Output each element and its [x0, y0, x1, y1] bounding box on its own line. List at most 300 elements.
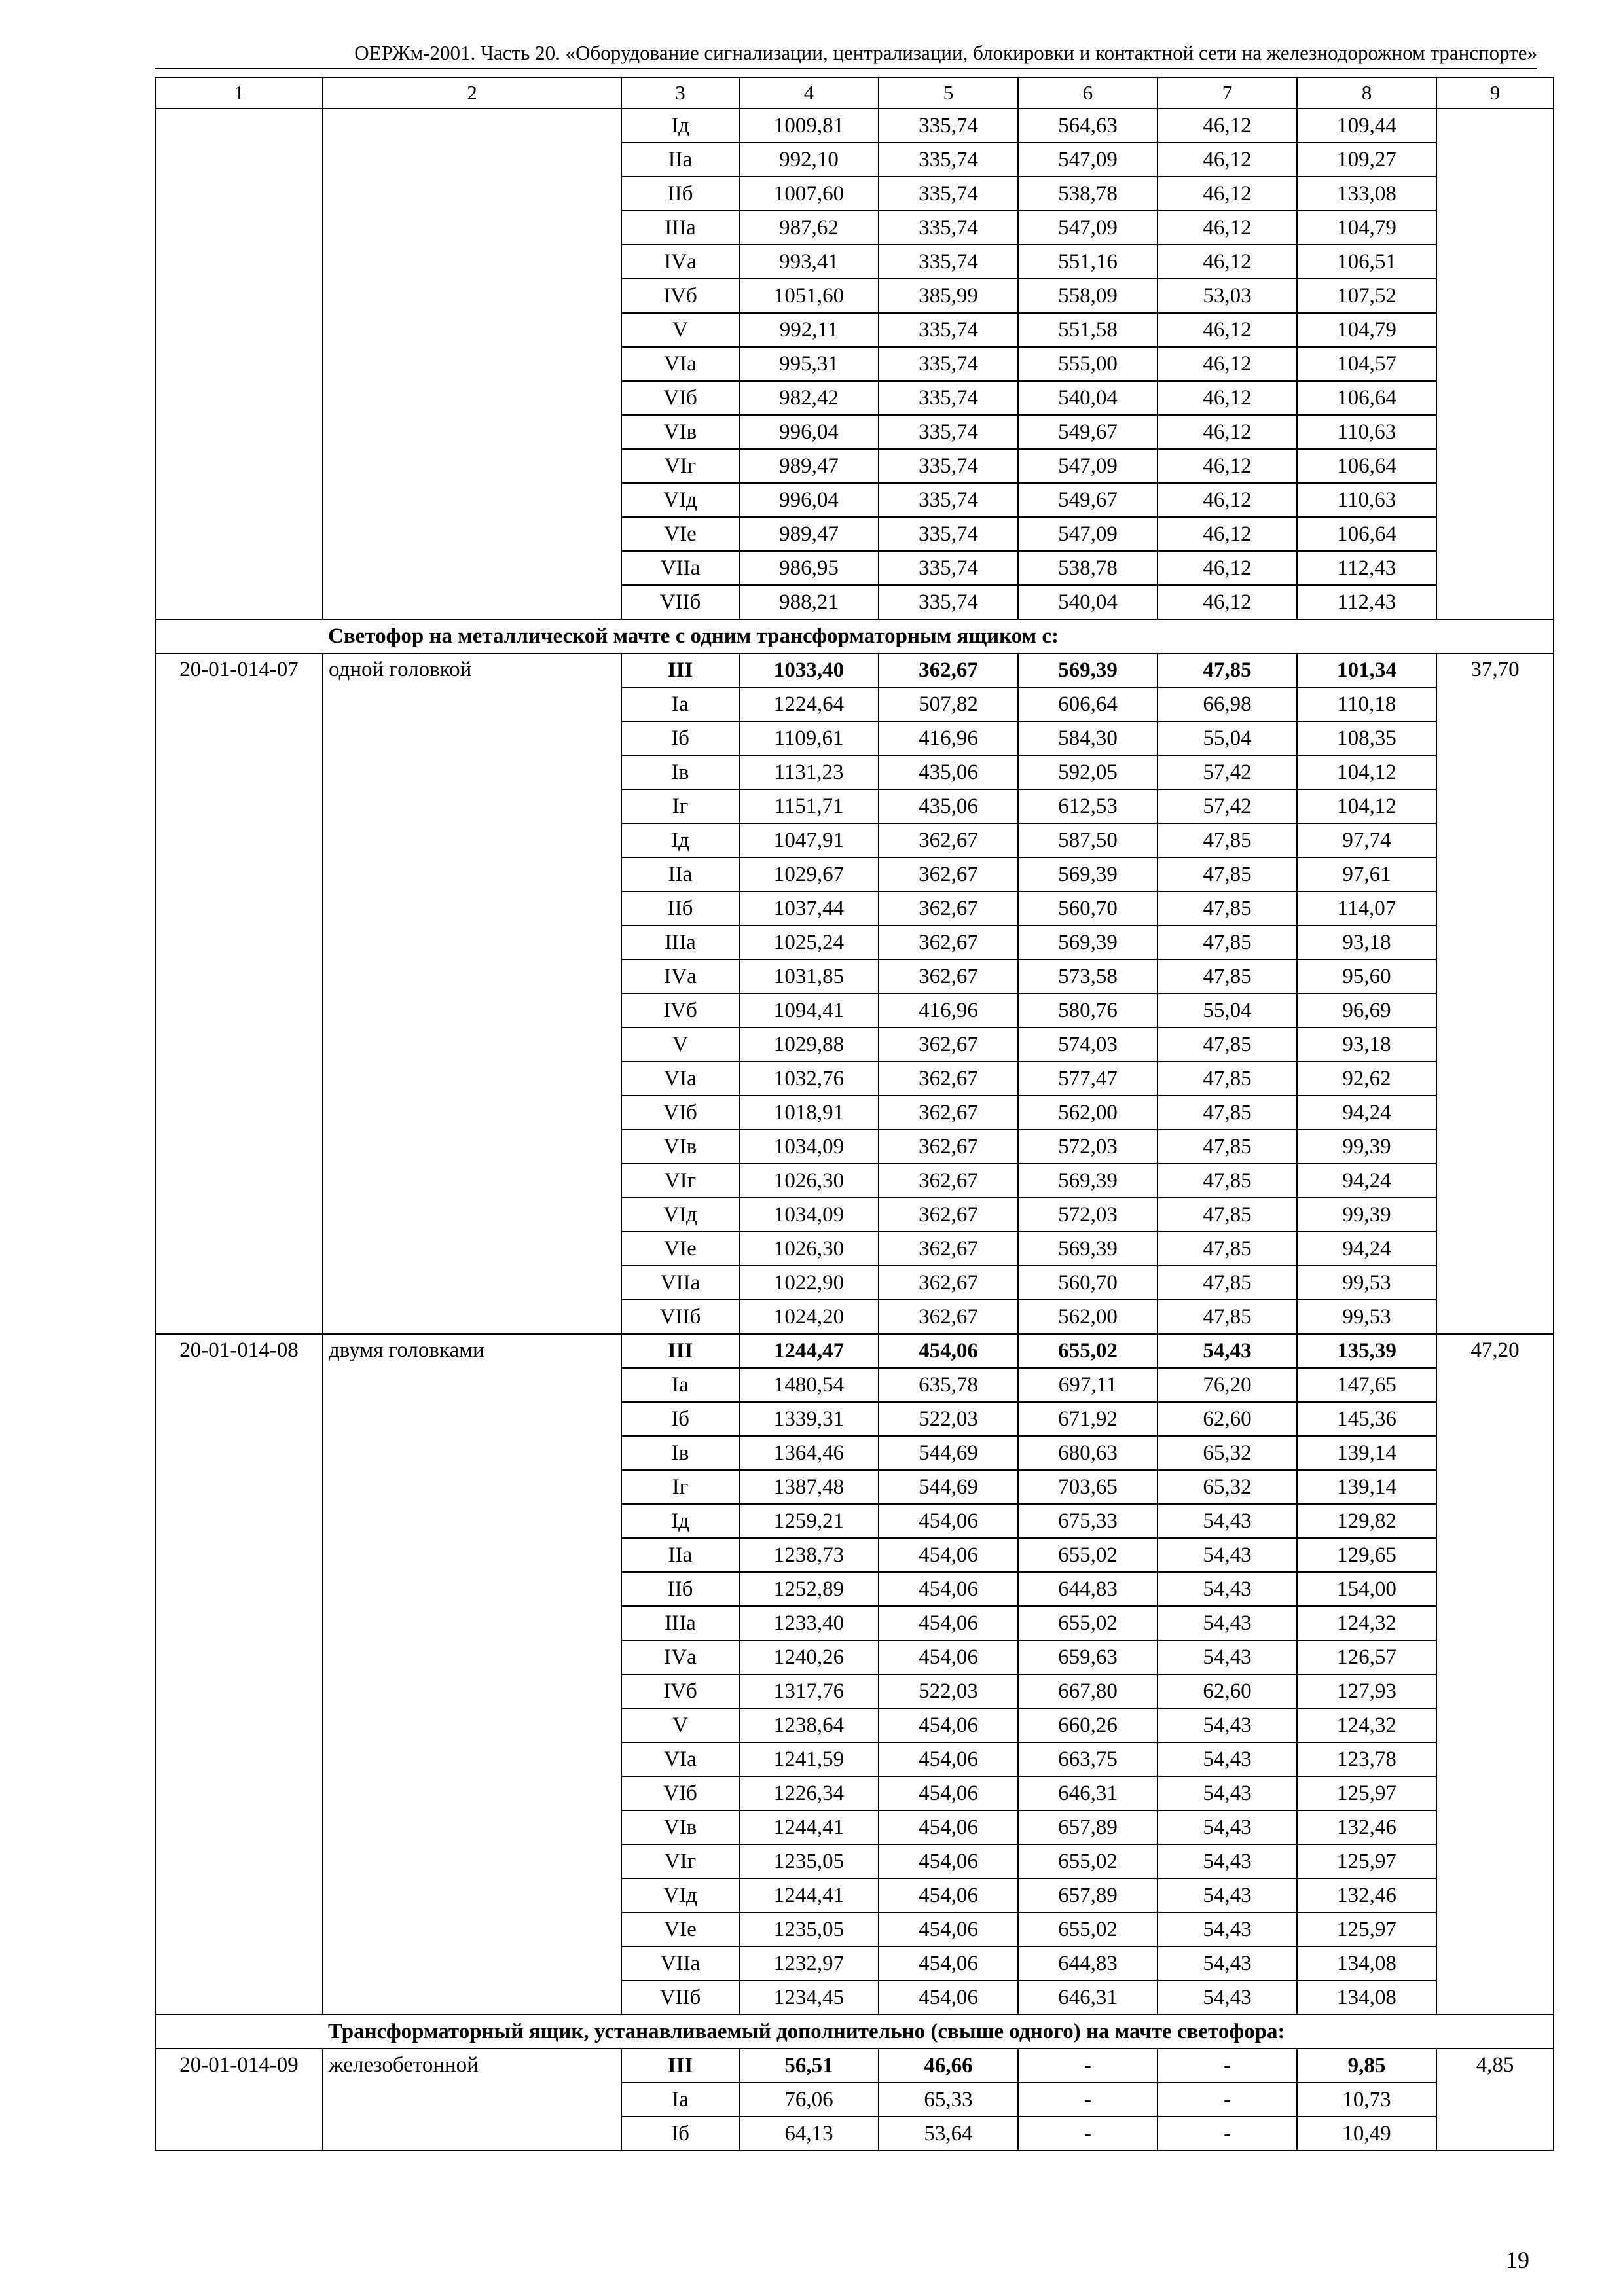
value-col7: 47,85 [1158, 1130, 1297, 1164]
value-col5: 454,06 [879, 1504, 1018, 1538]
value-col7: 54,43 [1158, 1640, 1297, 1674]
value-col6: 547,09 [1018, 449, 1158, 483]
value-col8: 112,43 [1297, 585, 1436, 619]
value-col5: 362,67 [879, 891, 1018, 925]
value-col5: 454,06 [879, 1606, 1018, 1640]
subgroup-cell: VIб [621, 1096, 739, 1130]
value-col7: 57,42 [1158, 789, 1297, 823]
value-col6: 569,39 [1018, 1232, 1158, 1266]
value-col8: 99,53 [1297, 1266, 1436, 1300]
value-col6: 655,02 [1018, 1912, 1158, 1946]
value-col5: 362,67 [879, 1198, 1018, 1232]
value-col8: 99,39 [1297, 1130, 1436, 1164]
value-col5: 335,74 [879, 177, 1018, 211]
value-col4: 1238,73 [739, 1538, 879, 1572]
subgroup-cell: IVб [621, 279, 739, 313]
value-col8: 134,08 [1297, 1946, 1436, 1981]
value-col4: 1317,76 [739, 1674, 879, 1708]
subgroup-cell: IIа [621, 143, 739, 177]
value-col8: 109,44 [1297, 109, 1436, 143]
value-col8: 123,78 [1297, 1742, 1436, 1776]
code-cell [155, 109, 323, 619]
value-col6: - [1018, 2049, 1158, 2083]
subgroup-cell: IIб [621, 177, 739, 211]
value-col6: 646,31 [1018, 1981, 1158, 2015]
value-col5: 362,67 [879, 1164, 1018, 1198]
value-col7: 47,85 [1158, 960, 1297, 994]
value-col8: 139,14 [1297, 1470, 1436, 1504]
value-col6: 551,16 [1018, 245, 1158, 279]
section-spacer [155, 619, 323, 653]
value-col8: 93,18 [1297, 1028, 1436, 1062]
value-col4: 1022,90 [739, 1266, 879, 1300]
value-col6: 587,50 [1018, 823, 1158, 857]
value-col6: 569,39 [1018, 653, 1158, 687]
value-col4: 1031,85 [739, 960, 879, 994]
value-col7: - [1158, 2083, 1297, 2117]
value-col5: 454,06 [879, 1776, 1018, 1810]
value-col4: 982,42 [739, 381, 879, 415]
value-col5: 335,74 [879, 381, 1018, 415]
value-col6: 569,39 [1018, 1164, 1158, 1198]
value-col8: 147,65 [1297, 1368, 1436, 1402]
value-col8: 110,63 [1297, 415, 1436, 449]
value-col6: 573,58 [1018, 960, 1158, 994]
value-col4: 1047,91 [739, 823, 879, 857]
value-col6: 562,00 [1018, 1300, 1158, 1334]
value-col6: 547,09 [1018, 517, 1158, 551]
subgroup-cell: VIIб [621, 585, 739, 619]
value-col6: 540,04 [1018, 381, 1158, 415]
subgroup-cell: VIб [621, 381, 739, 415]
subgroup-cell: V [621, 1028, 739, 1062]
value-col8: 125,97 [1297, 1912, 1436, 1946]
value-col6: 671,92 [1018, 1402, 1158, 1436]
value-col7: 46,12 [1158, 109, 1297, 143]
value-col4: 1024,20 [739, 1300, 879, 1334]
subgroup-cell: Iб [621, 721, 739, 755]
value-col5: 454,06 [879, 1640, 1018, 1674]
value-col7: 47,85 [1158, 1266, 1297, 1300]
value-col4: 1234,45 [739, 1981, 879, 2015]
table-row [155, 653, 1554, 687]
value-col4: 1259,21 [739, 1504, 879, 1538]
value-col6: 569,39 [1018, 925, 1158, 960]
value-col7: 62,60 [1158, 1674, 1297, 1708]
value-col5: 362,67 [879, 823, 1018, 857]
rates-table [155, 77, 1554, 2151]
value-col8: 106,51 [1297, 245, 1436, 279]
value-col8: 125,97 [1297, 1844, 1436, 1878]
value-col8: 135,39 [1297, 1334, 1436, 1368]
value-col8: 104,12 [1297, 755, 1436, 789]
subgroup-cell: Iд [621, 1504, 739, 1538]
subgroup-cell: VIа [621, 1742, 739, 1776]
subgroup-cell: III [621, 1334, 739, 1368]
value-col4: 1151,71 [739, 789, 879, 823]
value-col8: 132,46 [1297, 1810, 1436, 1844]
value-col7: 54,43 [1158, 1878, 1297, 1912]
value-col8: 106,64 [1297, 449, 1436, 483]
value-col5: 46,66 [879, 2049, 1018, 2083]
value-col4: 1131,23 [739, 755, 879, 789]
subgroup-cell: VIIб [621, 1981, 739, 2015]
value-col5: 362,67 [879, 1028, 1018, 1062]
value-col8: 124,32 [1297, 1606, 1436, 1640]
value-col7: 55,04 [1158, 721, 1297, 755]
value-col8: 99,53 [1297, 1300, 1436, 1334]
value-col4: 56,51 [739, 2049, 879, 2083]
value-col6: 549,67 [1018, 483, 1158, 517]
value-col8: 126,57 [1297, 1640, 1436, 1674]
value-col8: 110,18 [1297, 687, 1436, 721]
value-col7: 54,43 [1158, 1844, 1297, 1878]
value-col7: - [1158, 2049, 1297, 2083]
value-col6: 560,70 [1018, 1266, 1158, 1300]
subgroup-cell: VIг [621, 449, 739, 483]
section-spacer [155, 2015, 323, 2049]
value-col5: 544,69 [879, 1436, 1018, 1470]
value-col6: 538,78 [1018, 177, 1158, 211]
value-col7: 65,32 [1158, 1436, 1297, 1470]
value-col8: 139,14 [1297, 1436, 1436, 1470]
value-col4: 989,47 [739, 517, 879, 551]
value-col8: 109,27 [1297, 143, 1436, 177]
value-col7: 46,12 [1158, 415, 1297, 449]
subgroup-cell: Iг [621, 789, 739, 823]
value-col7: 46,12 [1158, 347, 1297, 381]
value-col6: 657,89 [1018, 1810, 1158, 1844]
value-col8: 94,24 [1297, 1232, 1436, 1266]
value-col6: 549,67 [1018, 415, 1158, 449]
value-col5: 385,99 [879, 279, 1018, 313]
value-col6: 612,53 [1018, 789, 1158, 823]
subgroup-cell: IIIа [621, 925, 739, 960]
subgroup-cell: VIд [621, 1878, 739, 1912]
value-col6: 667,80 [1018, 1674, 1158, 1708]
value-col7: 54,43 [1158, 1810, 1297, 1844]
value-col7: 53,03 [1158, 279, 1297, 313]
subgroup-cell: IVа [621, 960, 739, 994]
value-col7: 54,43 [1158, 1912, 1297, 1946]
value-col7: 47,85 [1158, 925, 1297, 960]
value-col4: 988,21 [739, 585, 879, 619]
value-col6: - [1018, 2117, 1158, 2151]
value-col4: 1235,05 [739, 1844, 879, 1878]
value-col5: 53,64 [879, 2117, 1018, 2151]
code-cell: 20-01-014-07 [155, 653, 323, 1334]
section-title: Светофор на металлической мачте с одним трансформаторным ящиком с: [323, 619, 1554, 653]
value-col4: 987,62 [739, 211, 879, 245]
value-col7: 46,12 [1158, 381, 1297, 415]
value-col5: 335,74 [879, 551, 1018, 585]
value-col6: 540,04 [1018, 585, 1158, 619]
subgroup-cell: VIе [621, 1232, 739, 1266]
value-col6: 703,65 [1018, 1470, 1158, 1504]
subgroup-cell: VIв [621, 1130, 739, 1164]
value-col4: 64,13 [739, 2117, 879, 2151]
subgroup-cell: IIа [621, 1538, 739, 1572]
value-col7: 62,60 [1158, 1402, 1297, 1436]
value-col8: 124,32 [1297, 1708, 1436, 1742]
value-col4: 1009,81 [739, 109, 879, 143]
value-col7: 54,43 [1158, 1334, 1297, 1368]
value-col6: 551,58 [1018, 313, 1158, 347]
value-col5: 335,74 [879, 347, 1018, 381]
value-col8: 129,65 [1297, 1538, 1436, 1572]
rates-table-body [155, 77, 1554, 2151]
page-number: 19 [1506, 2247, 1529, 2273]
table-row [155, 1334, 1554, 1368]
subgroup-cell: VIв [621, 415, 739, 449]
value-col6: 555,00 [1018, 347, 1158, 381]
value-col5: 335,74 [879, 585, 1018, 619]
value-col4: 1094,41 [739, 994, 879, 1028]
value-col4: 1018,91 [739, 1096, 879, 1130]
value-col7: 46,12 [1158, 177, 1297, 211]
value-col7: 46,12 [1158, 585, 1297, 619]
col9-cell [1436, 109, 1554, 619]
value-col5: 335,74 [879, 109, 1018, 143]
value-col8: 104,79 [1297, 211, 1436, 245]
subgroup-cell: IIб [621, 1572, 739, 1606]
value-col6: 663,75 [1018, 1742, 1158, 1776]
subgroup-cell: IVб [621, 994, 739, 1028]
value-col6: 655,02 [1018, 1334, 1158, 1368]
value-col4: 1032,76 [739, 1062, 879, 1096]
value-col6: 560,70 [1018, 891, 1158, 925]
value-col5: 454,06 [879, 1878, 1018, 1912]
value-col7: 54,43 [1158, 1708, 1297, 1742]
value-col7: 54,43 [1158, 1504, 1297, 1538]
value-col7: 47,85 [1158, 1198, 1297, 1232]
value-col5: 335,74 [879, 483, 1018, 517]
value-col8: 97,74 [1297, 823, 1436, 857]
value-col4: 1387,48 [739, 1470, 879, 1504]
value-col5: 416,96 [879, 721, 1018, 755]
value-col5: 522,03 [879, 1674, 1018, 1708]
value-col6: 577,47 [1018, 1062, 1158, 1096]
value-col7: 47,85 [1158, 1062, 1297, 1096]
value-col5: 454,06 [879, 1572, 1018, 1606]
value-col5: 335,74 [879, 415, 1018, 449]
value-col7: 47,85 [1158, 857, 1297, 891]
value-col6: 564,63 [1018, 109, 1158, 143]
value-col5: 416,96 [879, 994, 1018, 1028]
value-col4: 993,41 [739, 245, 879, 279]
subgroup-cell: IIб [621, 891, 739, 925]
value-col6: 644,83 [1018, 1946, 1158, 1981]
value-col8: 104,79 [1297, 313, 1436, 347]
value-col4: 1480,54 [739, 1368, 879, 1402]
value-col4: 986,95 [739, 551, 879, 585]
value-col5: 362,67 [879, 1130, 1018, 1164]
value-col5: 362,67 [879, 653, 1018, 687]
subgroup-cell: IVа [621, 1640, 739, 1674]
value-col4: 1238,64 [739, 1708, 879, 1742]
value-col4: 1226,34 [739, 1776, 879, 1810]
value-col5: 454,06 [879, 1844, 1018, 1878]
value-col7: 54,43 [1158, 1776, 1297, 1810]
value-col4: 1109,61 [739, 721, 879, 755]
subgroup-cell: Iд [621, 823, 739, 857]
value-col5: 335,74 [879, 143, 1018, 177]
subgroup-cell: VIг [621, 1164, 739, 1198]
value-col8: 110,63 [1297, 483, 1436, 517]
subgroup-cell: VIе [621, 517, 739, 551]
subgroup-cell: VIIа [621, 1946, 739, 1981]
value-col7: 57,42 [1158, 755, 1297, 789]
subgroup-cell: Iа [621, 687, 739, 721]
value-col5: 335,74 [879, 517, 1018, 551]
value-col4: 1244,47 [739, 1334, 879, 1368]
value-col6: 592,05 [1018, 755, 1158, 789]
value-col4: 1037,44 [739, 891, 879, 925]
code-cell: 20-01-014-09 [155, 2049, 323, 2151]
value-col7: 46,12 [1158, 449, 1297, 483]
value-col8: 132,46 [1297, 1878, 1436, 1912]
value-col6: 655,02 [1018, 1844, 1158, 1878]
value-col7: 46,12 [1158, 313, 1297, 347]
value-col5: 335,74 [879, 211, 1018, 245]
value-col4: 1034,09 [739, 1198, 879, 1232]
value-col7: 54,43 [1158, 1606, 1297, 1640]
value-col5: 454,06 [879, 1538, 1018, 1572]
name-cell: железобетонной [323, 2049, 621, 2151]
value-col8: 10,73 [1297, 2083, 1436, 2117]
value-col4: 992,11 [739, 313, 879, 347]
value-col8: 112,43 [1297, 551, 1436, 585]
value-col8: 97,61 [1297, 857, 1436, 891]
value-col4: 1339,31 [739, 1402, 879, 1436]
value-col8: 134,08 [1297, 1981, 1436, 2015]
code-cell: 20-01-014-08 [155, 1334, 323, 2015]
table-row [155, 2049, 1554, 2083]
value-col4: 1240,26 [739, 1640, 879, 1674]
value-col8: 145,36 [1297, 1402, 1436, 1436]
value-col8: 127,93 [1297, 1674, 1436, 1708]
value-col4: 989,47 [739, 449, 879, 483]
value-col7: 47,85 [1158, 891, 1297, 925]
value-col5: 454,06 [879, 1981, 1018, 2015]
value-col6: 655,02 [1018, 1606, 1158, 1640]
value-col5: 544,69 [879, 1470, 1018, 1504]
subgroup-cell: III [621, 2049, 739, 2083]
value-col5: 362,67 [879, 1266, 1018, 1300]
value-col6: 646,31 [1018, 1776, 1158, 1810]
value-col5: 522,03 [879, 1402, 1018, 1436]
value-col4: 1029,88 [739, 1028, 879, 1062]
value-col4: 1232,97 [739, 1946, 879, 1981]
name-cell: двумя головками [323, 1334, 621, 2015]
subgroup-cell: Iб [621, 1402, 739, 1436]
value-col6: 660,26 [1018, 1708, 1158, 1742]
value-col7: - [1158, 2117, 1297, 2151]
value-col4: 992,10 [739, 143, 879, 177]
value-col5: 362,67 [879, 1062, 1018, 1096]
value-col8: 107,52 [1297, 279, 1436, 313]
value-col4: 996,04 [739, 483, 879, 517]
value-col7: 54,43 [1158, 1946, 1297, 1981]
subgroup-cell: IIIа [621, 211, 739, 245]
col9-cell: 4,85 [1436, 2049, 1554, 2151]
value-col6: 657,89 [1018, 1878, 1158, 1912]
subgroup-cell: Iб [621, 2117, 739, 2151]
value-col8: 104,57 [1297, 347, 1436, 381]
value-col8: 92,62 [1297, 1062, 1436, 1096]
value-col5: 454,06 [879, 1946, 1018, 1981]
value-col7: 47,85 [1158, 1164, 1297, 1198]
value-col6: - [1018, 2083, 1158, 2117]
name-cell [323, 109, 621, 619]
value-col6: 655,02 [1018, 1538, 1158, 1572]
value-col4: 1224,64 [739, 687, 879, 721]
value-col4: 1051,60 [739, 279, 879, 313]
value-col4: 1241,59 [739, 1742, 879, 1776]
value-col6: 547,09 [1018, 143, 1158, 177]
value-col7: 66,98 [1158, 687, 1297, 721]
value-col4: 1033,40 [739, 653, 879, 687]
subgroup-cell: Iа [621, 2083, 739, 2117]
subgroup-cell: IIIа [621, 1606, 739, 1640]
subgroup-cell: VIе [621, 1912, 739, 1946]
value-col5: 454,06 [879, 1334, 1018, 1368]
subgroup-cell: V [621, 1708, 739, 1742]
value-col5: 362,67 [879, 857, 1018, 891]
column-number: 8 [1297, 77, 1436, 109]
value-col7: 47,85 [1158, 653, 1297, 687]
value-col4: 76,06 [739, 2083, 879, 2117]
subgroup-cell: VIб [621, 1776, 739, 1810]
table-row [155, 109, 1554, 143]
subgroup-cell: IIа [621, 857, 739, 891]
value-col5: 362,67 [879, 1232, 1018, 1266]
value-col7: 46,12 [1158, 483, 1297, 517]
value-col6: 675,33 [1018, 1504, 1158, 1538]
value-col8: 94,24 [1297, 1164, 1436, 1198]
value-col7: 47,85 [1158, 1096, 1297, 1130]
value-col8: 106,64 [1297, 381, 1436, 415]
subgroup-cell: VIIб [621, 1300, 739, 1334]
value-col8: 99,39 [1297, 1198, 1436, 1232]
value-col8: 94,24 [1297, 1096, 1436, 1130]
col9-cell: 47,20 [1436, 1334, 1554, 2015]
value-col4: 1252,89 [739, 1572, 879, 1606]
subgroup-cell: III [621, 653, 739, 687]
header-rule [155, 68, 1537, 69]
value-col8: 133,08 [1297, 177, 1436, 211]
value-col7: 46,12 [1158, 143, 1297, 177]
value-col5: 362,67 [879, 1300, 1018, 1334]
value-col6: 659,63 [1018, 1640, 1158, 1674]
value-col7: 46,12 [1158, 551, 1297, 585]
value-col6: 584,30 [1018, 721, 1158, 755]
value-col5: 435,06 [879, 755, 1018, 789]
value-col4: 1034,09 [739, 1130, 879, 1164]
section-header-row [155, 2015, 1554, 2049]
value-col5: 454,06 [879, 1912, 1018, 1946]
value-col6: 562,00 [1018, 1096, 1158, 1130]
subgroup-cell: VIд [621, 483, 739, 517]
subgroup-cell: Iд [621, 109, 739, 143]
value-col7: 54,43 [1158, 1742, 1297, 1776]
column-number: 5 [879, 77, 1018, 109]
value-col4: 1007,60 [739, 177, 879, 211]
value-col8: 106,64 [1297, 517, 1436, 551]
value-col6: 580,76 [1018, 994, 1158, 1028]
subgroup-cell: Iв [621, 1436, 739, 1470]
value-col5: 507,82 [879, 687, 1018, 721]
